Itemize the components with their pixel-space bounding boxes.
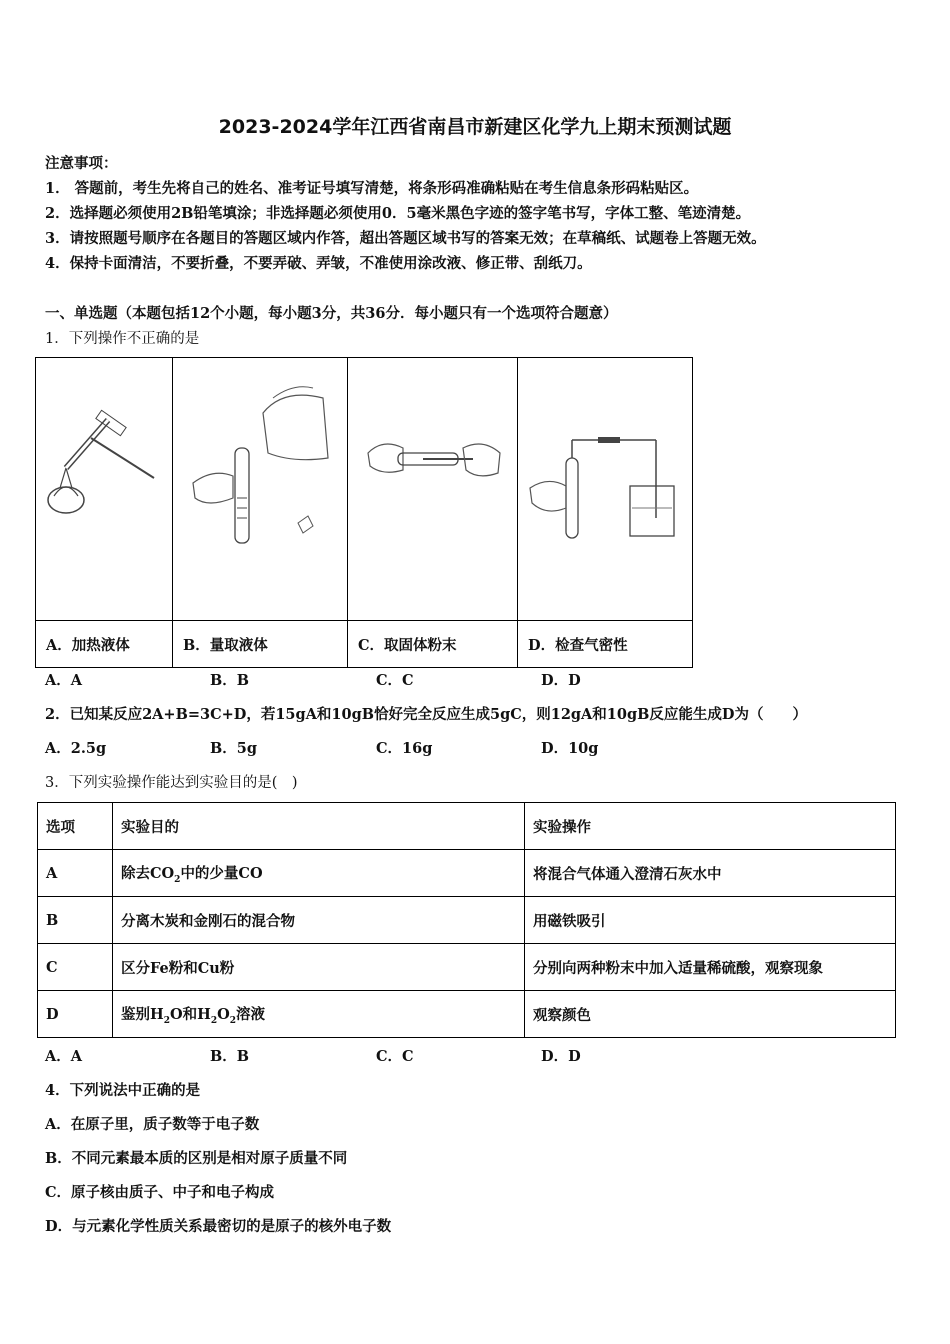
q4-choice-c[interactable]: C．原子核由质子、中子和电子构成 xyxy=(45,1184,275,1201)
notice-heading: 注意事项： xyxy=(45,155,118,172)
q4-choice-d[interactable]: D．与元素化学性质关系最密切的是原子的核外电子数 xyxy=(45,1218,392,1235)
q2-stem: 2．已知某反应2A+B=3C+D，若15gA和10gB恰好完全反应生成5gC，则12gA和10gB反应能生成D为（ ） xyxy=(45,706,807,723)
q4-stem: 4．下列说法中正确的是 xyxy=(45,1082,201,1099)
row-purpose: 分离木炭和金刚石的混合物 xyxy=(113,897,525,944)
q3-table xyxy=(37,802,896,1038)
section-heading: 一、单选题（本题包括12个小题，每小题3分，共36分．每小题只有一个选项符合题意） xyxy=(45,305,618,322)
notice-item-4: 4．保持卡面清洁，不要折叠，不要弄破、弄皱，不准使用涂改液、修正带、刮纸刀。 xyxy=(45,255,592,272)
row-purpose: 区分Fe粉和Cu粉 xyxy=(113,944,525,991)
heating-liquid-figure xyxy=(36,358,173,621)
header-action: 实验操作 xyxy=(525,803,896,850)
notice-item-3: 3．请按照题号顺序在各题目的答题区域内作答，超出答题区域书写的答案无效；在草稿纸、试题卷上答题无效。 xyxy=(45,230,766,247)
q1-option-b[interactable]: B．B xyxy=(210,672,250,689)
caption-d: D．检查气密性 xyxy=(518,621,693,668)
q1-option-d[interactable]: D．D xyxy=(541,672,581,689)
row-option: D xyxy=(38,991,113,1038)
caption-a: A．加热液体 xyxy=(36,621,173,668)
q4-choice-b[interactable]: B．不同元素最本质的区别是相对原子质量不同 xyxy=(45,1150,348,1167)
q1-stem: 1．下列操作不正确的是 xyxy=(45,331,200,347)
row-option: B xyxy=(38,897,113,944)
q3-option-b[interactable]: B．B xyxy=(210,1048,250,1065)
measure-liquid-figure xyxy=(173,358,348,621)
notice-item-1: 1． 答题前，考生先将自己的姓名、准考证号填写清楚，将条形码准确粘贴在考生信息条形码粘贴区。 xyxy=(45,180,699,197)
page-title: 2023-2024学年江西省南昌市新建区化学九上期末预测试题 xyxy=(218,116,732,138)
graduated-cylinder-icon xyxy=(173,358,347,616)
q3-option-d[interactable]: D．D xyxy=(541,1048,581,1065)
row-action: 将混合气体通入澄清石灰水中 xyxy=(525,850,896,897)
powder-spatula-icon xyxy=(348,358,517,616)
q2-option-b[interactable]: B．5g xyxy=(210,740,257,757)
q1-option-c[interactable]: C．C xyxy=(376,672,414,689)
q3-option-a[interactable]: A．A xyxy=(45,1048,83,1065)
table-row xyxy=(38,897,896,944)
q3-option-c[interactable]: C．C xyxy=(376,1048,414,1065)
table-row xyxy=(38,850,896,897)
q1-option-a[interactable]: A．A xyxy=(45,672,83,689)
q2-option-d[interactable]: D．10g xyxy=(541,740,599,757)
row-option: C xyxy=(38,944,113,991)
caption-c: C．取固体粉末 xyxy=(348,621,518,668)
caption-b: B．量取液体 xyxy=(173,621,348,668)
q3-stem: 3．下列实验操作能达到实验目的是( ) xyxy=(45,775,298,791)
row-action: 观察颜色 xyxy=(525,991,896,1038)
header-option: 选项 xyxy=(38,803,113,850)
row-action: 用磁铁吸引 xyxy=(525,897,896,944)
header-purpose: 实验目的 xyxy=(113,803,525,850)
test-tube-heating-icon xyxy=(36,358,172,616)
notice-item-2: 2．选择题必须使用2B铅笔填涂；非选择题必须使用0．5毫米黑色字迹的签字笔书写，字体工整、笔迹清楚。 xyxy=(45,205,751,222)
row-purpose: 除去$CO_2$中的少量CO xyxy=(113,850,525,897)
row-purpose: 鉴别$H_2O$和$H_2O_2$溶液 xyxy=(113,991,525,1038)
q2-option-a[interactable]: A．2.5g xyxy=(45,740,107,757)
q1-figure-table xyxy=(35,357,693,668)
row-option: A xyxy=(38,850,113,897)
table-header-row xyxy=(38,803,896,850)
table-row xyxy=(38,944,896,991)
row-action: 分别向两种粉末中加入适量稀硫酸，观察现象 xyxy=(525,944,896,991)
airtightness-figure xyxy=(518,358,693,621)
airtightness-apparatus-icon xyxy=(518,358,692,616)
table-row xyxy=(38,991,896,1038)
q2-option-c[interactable]: C．16g xyxy=(376,740,433,757)
q4-choice-a[interactable]: A．在原子里，质子数等于电子数 xyxy=(45,1116,260,1133)
powder-transfer-figure xyxy=(348,358,518,621)
